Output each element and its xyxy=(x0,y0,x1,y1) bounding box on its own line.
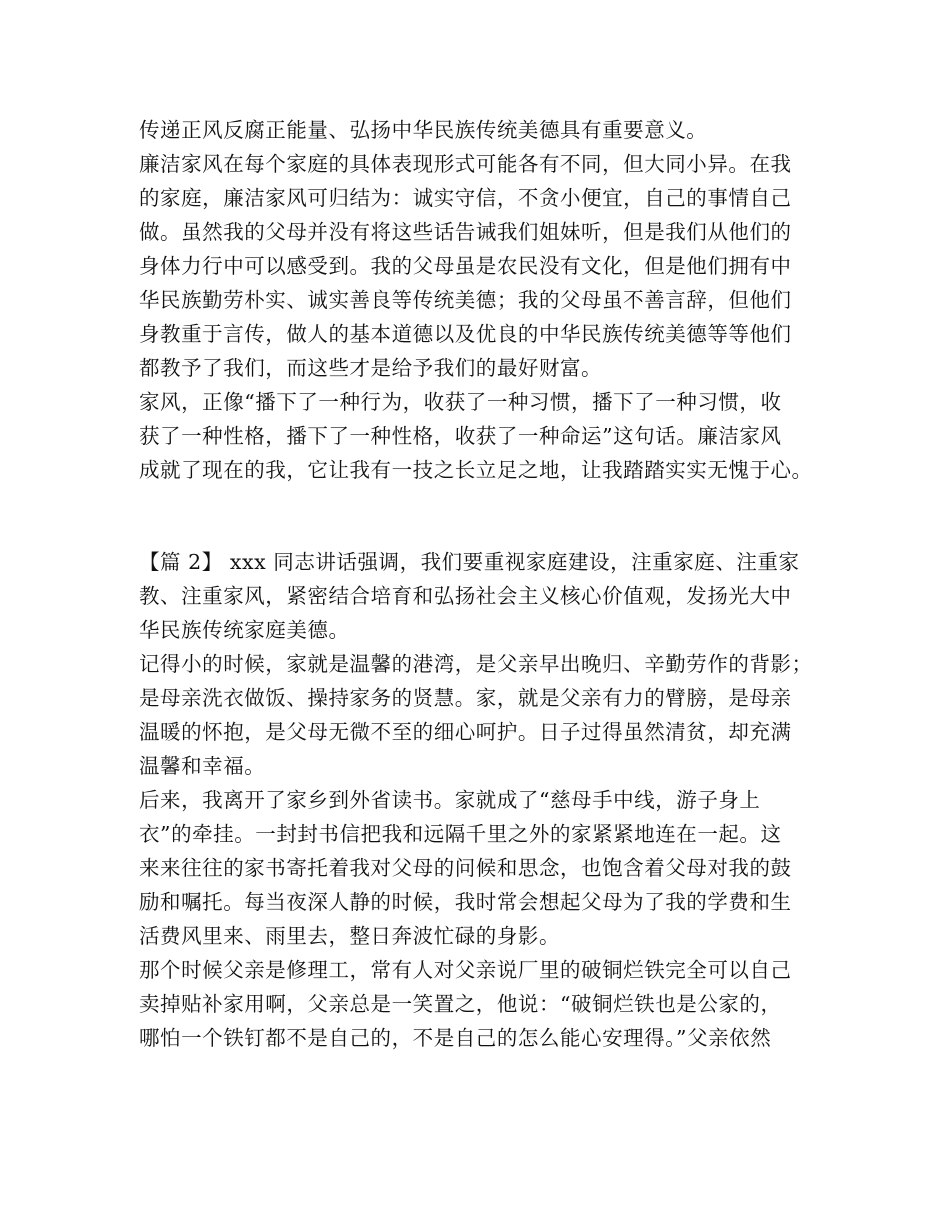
text-line: 获了一种性格，播下了一种性格，收获了一种命运”这句话。廉洁家风 xyxy=(139,424,782,448)
text-line: 家风，正像“播下了一种行为，收获了一种习惯，播下了一种习惯，收 xyxy=(139,390,782,414)
text-line: 教、注重家风，紧密结合培育和弘扬社会主义核心价值观，发扬光大中 xyxy=(139,584,792,608)
text-line: 华民族传统家庭美德。 xyxy=(139,618,350,642)
text-line: 身体力行中可以感受到。我的父母虽是农民没有文化，但是他们拥有中 xyxy=(139,254,792,278)
text-line: 哪怕一个铁钉都不是自己的，不是自己的怎么能心安理得。”父亲依然 xyxy=(139,1026,772,1050)
text-line: 后来，我离开了家乡到外省读书。家就成了“慈母手中线，游子身上 xyxy=(139,788,761,812)
text-line: 励和嘱托。每当夜深人静的时候，我时常会想起父母为了我的学费和生 xyxy=(139,890,792,914)
text-line: 衣”的牵挂。一封封书信把我和远隔千里之外的家紧紧地连在一起。这 xyxy=(139,822,782,846)
text-line: 身教重于言传，做人的基本道德以及优良的中华民族传统美德等等他们 xyxy=(139,322,792,346)
text-line: 记得小的时候，家就是温馨的港湾，是父亲早出晚归、辛勤劳作的背影； xyxy=(139,652,813,676)
text-line: 廉洁家风在每个家庭的具体表现形式可能各有不同，但大同小异。在我 xyxy=(139,152,792,176)
section-heading-line: 【篇 2】 xxx 同志讲话强调，我们要重视家庭建设，注重家庭、注重家 xyxy=(139,550,800,574)
text-line: 传递正风反腐正能量、弘扬中华民族传统美德具有重要意义。 xyxy=(139,118,708,142)
text-line: 华民族勤劳朴实、诚实善良等传统美德；我的父母虽不善言辞，但他们 xyxy=(139,288,792,312)
text-line: 卖掉贴补家用啊，父亲总是一笑置之，他说：“破铜烂铁也是公家的， xyxy=(139,992,782,1016)
text-line: 来来往往的家书寄托着我对父母的问候和思念，也饱含着父母对我的鼓 xyxy=(139,856,792,880)
text-line: 活费风里来、雨里去，整日奔波忙碌的身影。 xyxy=(139,924,560,948)
text-line: 温暖的怀抱，是父母无微不至的细心呵护。日子过得虽然清贫，却充满 xyxy=(139,720,792,744)
text-line: 做。虽然我的父母并没有将这些话告诫我们姐妹听，但是我们从他们的 xyxy=(139,220,792,244)
text-line: 都教予了我们，而这些才是给予我们的最好财富。 xyxy=(139,356,603,380)
text-line: 成就了现在的我，它让我有一技之长立足之地，让我踏踏实实无愧于心。 xyxy=(139,458,813,482)
text-line: 那个时候父亲是修理工，常有人对父亲说厂里的破铜烂铁完全可以自己 xyxy=(139,958,792,982)
text-line: 温馨和幸福。 xyxy=(139,754,266,778)
text-line: 是母亲洗衣做饭、操持家务的贤慧。家，就是父亲有力的臂膀，是母亲 xyxy=(139,686,792,710)
text-line: 的家庭，廉洁家风可归结为：诚实守信，不贪小便宜，自己的事情自己 xyxy=(139,186,792,210)
